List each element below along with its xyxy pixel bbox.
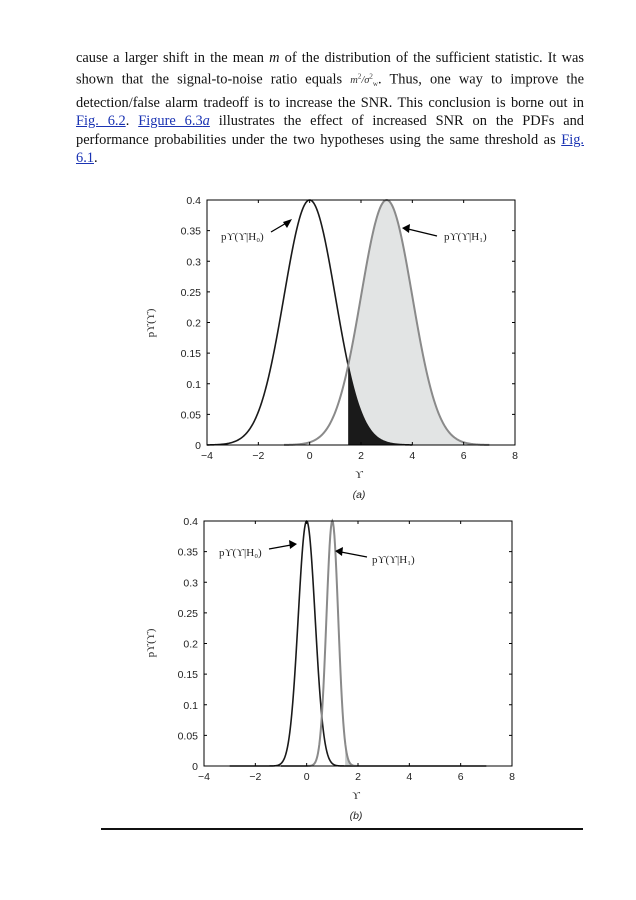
x-axis-label: ϒ (355, 469, 363, 481)
figure-a (0, 188, 636, 508)
text-run: . (125, 113, 139, 130)
x-tick-label: 4 (409, 450, 416, 462)
y-tick-label: 0.1 (183, 699, 198, 712)
text-run: of the distribution of the sufficient statistic. It was shown that the signal-to-noise ratio equals (76, 50, 585, 87)
x-tick-label: −4 (198, 771, 210, 783)
text-run: cause a larger shift in the mean (76, 50, 270, 66)
x-tick-label: −2 (252, 450, 265, 462)
y-tick-label: 0.2 (186, 317, 201, 330)
mean-variable: m (269, 50, 280, 66)
y-tick-label: 0.1 (186, 378, 201, 391)
plot-area (230, 521, 487, 766)
y-tick-label: 0 (192, 761, 198, 773)
x-axis-label: ϒ (352, 790, 360, 802)
text-run: . Thus, one way to improve the detection/false alarm tradeoff is to increase the SNR. This conclusion is borne out in (76, 71, 584, 111)
h1-label: pϒ(ϒ|H₁) (372, 554, 415, 566)
h1-arrow (408, 229, 437, 236)
fig-6-1-link[interactable]: Fig. 6.1 (76, 131, 584, 167)
y-tick-label: 0 (195, 440, 201, 452)
text-run: illustrates the effect of increased SNR on the PDFs and performance probabilities under the two hypotheses using the same threshold as (76, 113, 584, 148)
y-tick-label: 0.05 (177, 730, 198, 743)
figure-caption: (a) (352, 489, 366, 501)
x-tick-label: 8 (509, 771, 515, 783)
x-tick-label: 2 (358, 450, 364, 462)
x-tick-label: 0 (306, 450, 313, 462)
h0-label: pϒ(ϒ|H₀) (219, 547, 262, 559)
y-tick-label: 0.3 (186, 256, 201, 269)
x-tick-label: −4 (201, 450, 213, 462)
x-tick-label: 8 (512, 450, 518, 462)
h0-label: pϒ(ϒ|H₀) (221, 231, 264, 243)
y-tick-label: 0.15 (180, 348, 201, 361)
y-tick-label: 0.35 (180, 225, 201, 238)
y-tick-label: 0.2 (183, 638, 198, 651)
h0-arrow (269, 545, 291, 549)
h1-label: pϒ(ϒ|H₁) (444, 231, 487, 243)
y-axis-label: pϒ(ϒ) (145, 308, 157, 338)
x-axis-ticks (198, 521, 515, 783)
h0-arrowhead (283, 219, 292, 228)
figure-caption: (b) (349, 810, 363, 822)
h0-arrowhead (289, 540, 297, 549)
y-tick-label: 0.15 (177, 669, 198, 682)
fig-6-2-link[interactable]: Fig. 6.2 (76, 113, 126, 130)
text-run: . (94, 150, 98, 167)
x-tick-label: 6 (460, 450, 467, 462)
body-paragraph (76, 49, 584, 168)
x-tick-label: 6 (457, 771, 464, 783)
h1-arrowhead (402, 224, 410, 233)
y-tick-label: 0.05 (180, 409, 201, 422)
y-tick-label: 0.4 (183, 516, 198, 528)
fig-6-3a-link[interactable]: Figure 6.3a (138, 113, 210, 130)
figure-b (0, 508, 636, 828)
x-tick-label: 2 (355, 771, 361, 783)
x-tick-label: 4 (406, 771, 413, 783)
h1-arrow (341, 552, 367, 557)
y-tick-label: 0.3 (183, 577, 198, 590)
h1-threshold-fill (345, 743, 486, 766)
snr-formula: $m^2/\sigma^2_w$ (350, 72, 378, 89)
x-tick-label: −2 (249, 771, 262, 783)
page-divider (101, 828, 583, 830)
x-tick-label: 0 (303, 771, 310, 783)
y-axis-label: pϒ(ϒ) (145, 628, 157, 658)
y-tick-label: 0.4 (186, 195, 201, 207)
y-tick-label: 0.25 (177, 607, 198, 620)
y-tick-label: 0.35 (177, 546, 198, 559)
y-tick-label: 0.25 (180, 286, 201, 299)
